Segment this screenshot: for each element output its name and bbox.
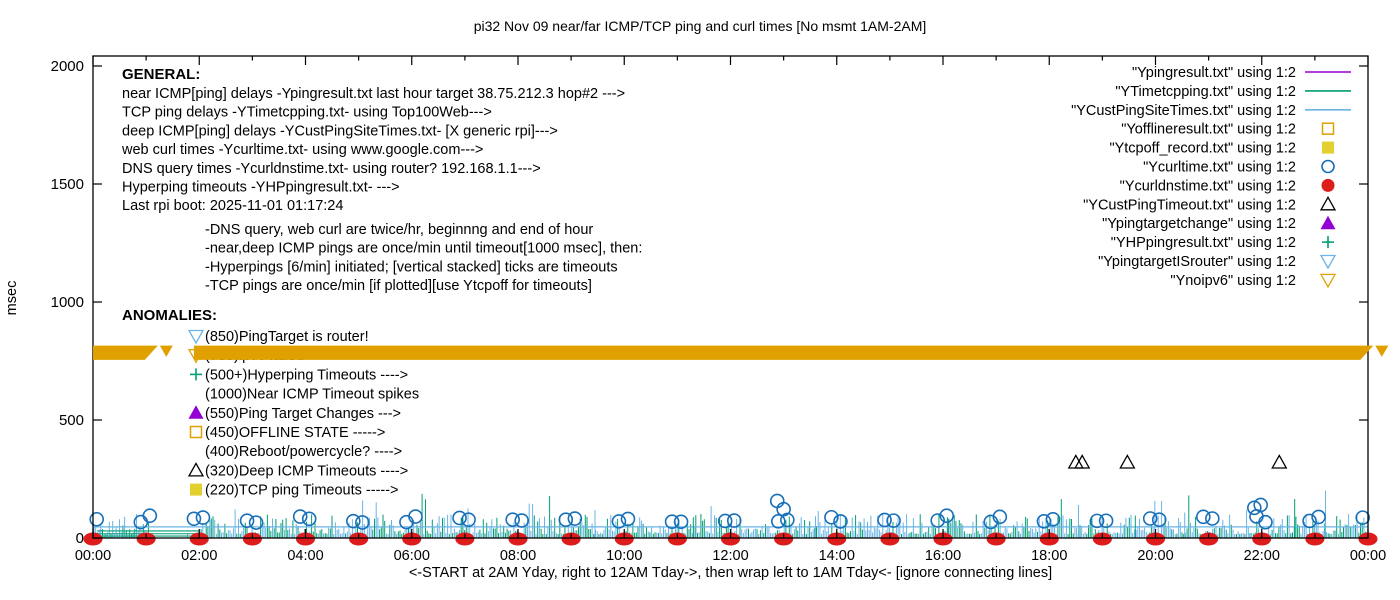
general-note: -TCP pings are once/min [if plotted][use Ytcpoff for timeouts] [205, 278, 592, 295]
general-line: Hyperping timeouts -YHPpingresult.txt- ---> [122, 179, 400, 196]
x-tick-label: 10:00 [606, 548, 643, 564]
curl-time-point [303, 512, 316, 525]
noipv6-band-tooth [1375, 346, 1388, 357]
curl-time-outlier [771, 494, 784, 507]
anomaly-line: (400)Reboot/powercycle? ----> [205, 444, 403, 461]
x-tick-label: 22:00 [1243, 548, 1280, 564]
triangle-up-open-marker [189, 463, 203, 476]
general-line: deep ICMP[ping] delays -YCustPingSiteTimes.txt- [X generic rpi]---> [122, 123, 558, 140]
square-open-marker [191, 427, 202, 438]
legend-label: "Ycurldnstime.txt" using 1:2 [1119, 178, 1296, 195]
general-note: -Hyperpings [6/min] initiated; [vertical stacked] ticks are timeouts [205, 259, 618, 276]
curl-time-point [462, 513, 475, 526]
x-tick-label: 16:00 [924, 548, 962, 564]
x-axis-footer: <-START at 2AM Yday, right to 12AM Tday->, then wrap left to 1AM Tday<- [ignore connecting lines] [408, 565, 1053, 581]
curl-time-point [621, 512, 634, 525]
triangle-down-open-marker [189, 331, 203, 344]
x-tick-label: 04:00 [287, 548, 324, 564]
square-fill-marker [190, 484, 202, 496]
general-line: Last rpi boot: 2025-11-01 01:17:24 [122, 198, 344, 215]
curl-time-point [347, 515, 360, 528]
general-heading: GENERAL: [122, 66, 201, 83]
legend-label: "YHPpingresult.txt" using 1:2 [1110, 235, 1296, 252]
general-line: web curl times -Ycurltime.txt- using www.google.com---> [122, 142, 484, 159]
x-tick-label: 02:00 [181, 548, 218, 564]
anomaly-line: (450)OFFLINE STATE -----> [205, 425, 386, 441]
anomaly-line: (320)Deep ICMP Timeouts ----> [205, 463, 409, 480]
anomalies-heading: ANOMALIES: [122, 307, 217, 324]
noipv6-band-segment [93, 346, 158, 360]
y-tick-label: 2000 [50, 58, 84, 75]
y-axis-label: msec [4, 280, 20, 316]
legend-label: "YTimetcpping.txt" using 1:2 [1115, 83, 1296, 100]
y-tick-label: 500 [58, 412, 84, 429]
chart-title: pi32 Nov 09 near/far ICMP/TCP ping and curl times [No msmt 1AM-2AM] [473, 18, 927, 34]
triangle-up-fill-marker [189, 405, 204, 419]
curl-time-point [1100, 514, 1113, 527]
legend-label: "Yofflineresult.txt" using 1:2 [1121, 121, 1296, 138]
square-open-marker [1323, 123, 1334, 134]
anomaly-line: (850)PingTarget is router! [205, 329, 369, 345]
curl-time-point [143, 509, 156, 522]
curl-time-point [90, 513, 103, 526]
general-line: DNS query times -Ycurldnstime.txt- using router? 192.168.1.1---> [122, 160, 541, 177]
legend-label: "Ynoipv6" using 1:2 [1170, 272, 1296, 289]
anomaly-line: (550)Ping Target Changes ---> [205, 405, 401, 422]
curl-time-point [196, 511, 209, 524]
noipv6-band-segment [194, 346, 1373, 360]
x-tick-label: 12:00 [712, 548, 749, 564]
general-note: -near,deep ICMP pings are once/min until timeout[1000 msec], then: [205, 240, 643, 257]
x-tick-label: 14:00 [818, 548, 855, 564]
legend-label: "YCustPingTimeout.txt" using 1:2 [1083, 197, 1296, 214]
curl-time-point [1206, 512, 1219, 525]
general-line: near ICMP[ping] delays -Ypingresult.txt last hour target 38.75.212.3 hop#2 ---> [122, 86, 626, 102]
x-tick-label: 00:00 [74, 548, 112, 564]
curl-time-point [568, 512, 581, 525]
x-tick-label: 18:00 [1031, 548, 1068, 564]
x-tick-label: 00:00 [1349, 548, 1387, 564]
curl-time-point [728, 514, 741, 527]
general-note: -DNS query, web curl are twice/hr, beginnng and end of hour [205, 222, 594, 238]
legend-label: "Ytcpoff_record.txt" using 1:2 [1109, 140, 1296, 157]
x-tick-label: 20:00 [1137, 548, 1174, 564]
curl-time-point [772, 515, 785, 528]
triangle-up-open-marker [1321, 197, 1335, 210]
legend-label: "YCustPingSiteTimes.txt" using 1:2 [1071, 102, 1296, 119]
y-tick-label: 0 [75, 530, 84, 547]
triangle-down-open-marker [1321, 274, 1335, 287]
y-tick-label: 1500 [50, 176, 84, 193]
square-fill-marker [1322, 142, 1334, 154]
curl-time-point [453, 511, 466, 524]
curl-time-point [515, 514, 528, 527]
y-tick-label: 1000 [50, 294, 84, 311]
triangle-down-open-marker [1321, 256, 1335, 269]
general-line: TCP ping delays -YTimetcpping.txt- using Top100Web---> [122, 104, 492, 121]
curl-time-point [241, 514, 254, 527]
triangle-up-fill-marker [1321, 216, 1336, 230]
curl-time-point [294, 510, 307, 523]
circle-open-marker [1322, 161, 1334, 173]
circle-fill-marker [1322, 179, 1335, 192]
triangle-up-open-marker [1272, 455, 1286, 468]
triangle-up-open-marker [1120, 455, 1134, 468]
curl-time-point [612, 515, 625, 528]
curl-time-point [1197, 510, 1210, 523]
anomaly-line: (220)TCP ping Timeouts -----> [205, 482, 399, 499]
x-tick-label: 06:00 [393, 548, 430, 564]
legend-label: "Ypingresult.txt" using 1:2 [1132, 65, 1296, 81]
anomaly-line: (500+)Hyperping Timeouts ----> [205, 367, 409, 384]
legend-label: "Ycurltime.txt" using 1:2 [1143, 159, 1296, 176]
x-tick-label: 08:00 [499, 548, 537, 564]
noipv6-band-tooth [160, 346, 173, 357]
legend-label: "Ypingtargetchange" using 1:2 [1102, 216, 1296, 233]
anomaly-line: (1000)Near ICMP Timeout spikes [205, 386, 420, 403]
legend-label: "YpingtargetISrouter" using 1:2 [1098, 254, 1296, 270]
